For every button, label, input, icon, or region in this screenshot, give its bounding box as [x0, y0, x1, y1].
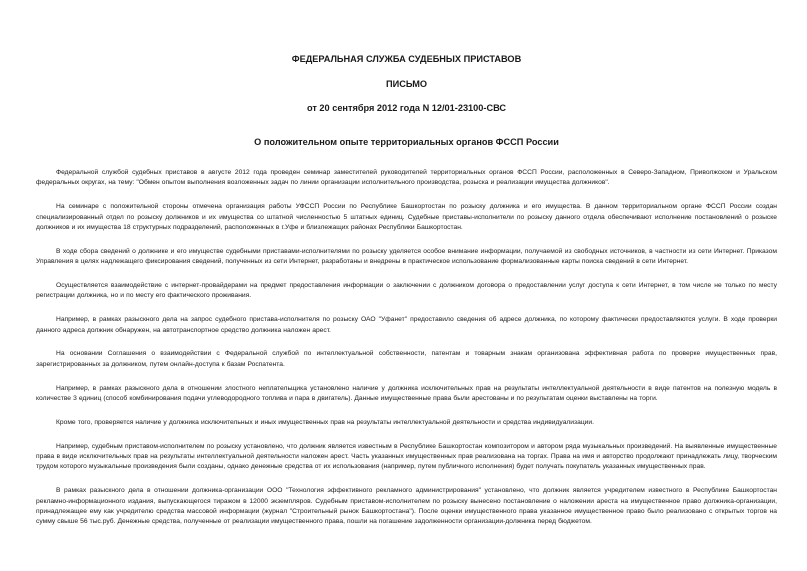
paragraph: В ходе сбора сведений о должнике и его имуществе судебными приставами-исполнителями по розыску уделяется особое внимание информации, получаемой из свободных источников, в частности из сети Интернет. Приказом Управления в целях надлежащего фиксирования сведений, полученных из сети Интернет, разработаны и внедрены в практическое использование формализованные карты поиска сведений в сети Интернет.: [36, 247, 777, 266]
paragraph: На семинаре с положительной стороны отмечена организация работы УФССП России по Республике Башкортостан по розыску должника и его имущества. В данном территориальном органе ФССП России создан специализированный отдел по розыску должников и их имущества со штатной численностью 5 штатных единиц. Судебные приставы-исполнители по розыску данного отдела обеспечивают исполнение постановлений о розыске должников и их имущества 18 структурных подразделений, расположенных в г.Уфе и близлежащих районах Республики Башкортостан.: [36, 203, 777, 232]
paragraph: Кроме того, проверяется наличие у должника исключительных и иных имущественных прав на результаты интеллектуальной деятельности и средства индивидуализации.: [56, 418, 594, 426]
document-title: О положительном опыте территориальных органов ФССП России: [254, 137, 559, 147]
paragraph: Например, в рамках разыскного дела в отношении злостного неплательщика установлено наличие у должника исключительных прав на результаты интеллектуальной деятельности в виде патентов на полезную модель в количестве 3 единиц (способ комбинирования подачи углеводородного топлива и пара в двигатель). Данные имущественные права были арестованы и по результатам оценки выставлены на торги.: [36, 384, 777, 403]
paragraph: Федеральной службой судебных приставов в августе 2012 года проведен семинар заместителей руководителей территориальных органов ФССП России, расположенных в Северо-Западном, Приволжском и Уральском федеральных округах, на тему: "Обмен опытом выполнения возложенных задач по линии организации исполнительного производства, розыска и реализации имущества должников".: [36, 169, 777, 187]
paragraph: Например, судебным приставом-исполнителем по розыску установлено, что должник является известным в Республике Башкортостан композитором и автором ряда музыкальных произведений. На выявленные имущественные права в виде исключительных прав на результаты интеллектуальной деятельности наложен арест. Часть указанных имущественных прав реализована на торгах. Права на имя и авторство продолжают принадлежать лицу, творческим трудом которого музыкальные произведения были созданы, однако денежные средства от их использования (например, путем публичного исполнения) будет получать покупатель указанных имущественных прав.: [36, 442, 777, 471]
paragraph: Осуществляется взаимодействие с интернет-провайдерами на предмет предоставления информации о заключении с должником договора о предоставлении услуг доступа к сети Интернет, в том числе не только по месту регистрации должника, но и по месту его фактического проживания.: [36, 282, 777, 300]
document-body: [36, 168, 777, 528]
document-organization: ФЕДЕРАЛЬНАЯ СЛУЖБА СУДЕБНЫХ ПРИСТАВОВ: [291, 54, 522, 64]
document-type: ПИСЬМО: [385, 79, 428, 89]
paragraph: В рамках разыскного дела в отношении должника-организации ООО "Технология эффективного рекламного администрирования" установлено, что должник является учредителем известного в Республике Башкортостан рекламно-информационного издания, выпускающегося тиражом в 12000 экземпляров. Судебным приставом-исполнителем по розыску вынесено постановление о наложении ареста на имущественное право должника-организации, принадлежащее ему как учредителю средства массовой информации (журнал "Строительный рынок Башкортостана"). После оценки имущественного права указанное имущественное право было реализовано с открытых торгов на сумму свыше 56 тыс.руб. Денежные средства, полученные от реализации имущественного права, пошли на погашение задолженности организации-должника перед бюджетом.: [36, 487, 777, 526]
paragraph: Например, в рамках разыскного дела на запрос судебного пристава-исполнителя по розыску ОАО "Уфанет" предоставило сведения об адресе должника, по которому фактически предоставляются услуги. В ходе проверки данного адреса должник обнаружен, на автотранспортное средство должника наложен арест.: [36, 316, 777, 334]
paragraph: На основании Соглашения о взаимодействии с Федеральной службой по интеллектуальной собственности, патентам и товарным знакам организована эффективная работа по проверке имущественных прав, зарегистрированных за должником, путем онлайн-доступа к базам Роспатента.: [36, 350, 777, 368]
document-date-number: от 20 сентября 2012 года N 12/01-23100-СВС: [307, 103, 506, 113]
